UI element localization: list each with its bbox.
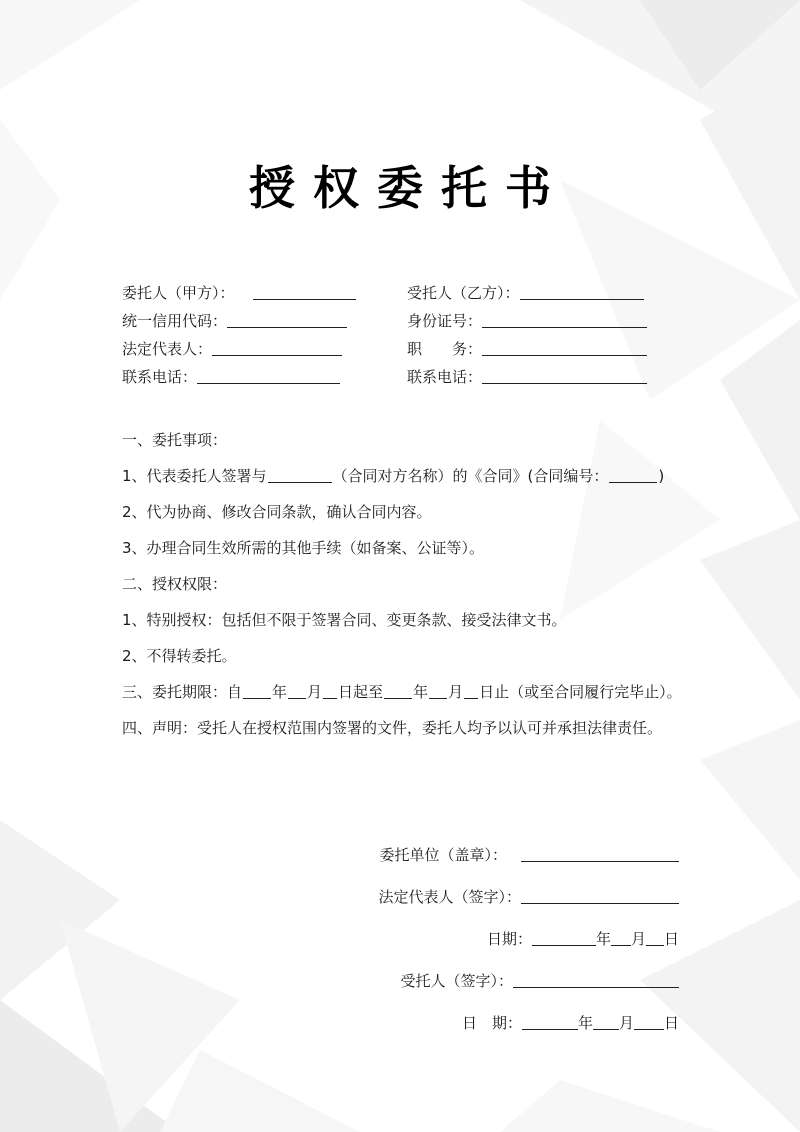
sign-legal-rep-label: 法定代表人（签字）： xyxy=(378,888,521,906)
start-month-suffix: 月 xyxy=(307,683,323,701)
date-1-year-blank[interactable] xyxy=(532,930,596,946)
end-year-blank[interactable] xyxy=(384,683,412,699)
sign-agent-row xyxy=(400,971,679,991)
legal-rep-blank[interactable] xyxy=(212,340,342,356)
legal-rep-label: 法定代表人： xyxy=(122,340,213,358)
end-year-suffix: 年 xyxy=(413,683,429,701)
start-year-suffix: 年 xyxy=(272,683,288,701)
id-number-label: 身份证号： xyxy=(407,312,483,330)
section-3-term xyxy=(122,682,682,702)
date-2-month-suffix: 月 xyxy=(618,1014,634,1032)
date-2-day-suffix: 日 xyxy=(663,1014,679,1032)
id-number-blank[interactable] xyxy=(482,312,647,328)
start-day-blank[interactable] xyxy=(323,683,337,699)
position-label: 职 务： xyxy=(407,340,483,358)
id-number-row xyxy=(407,311,647,331)
date-1-year-suffix: 年 xyxy=(595,930,611,948)
sign-date-1-row xyxy=(487,929,679,949)
section-2-heading: 二、授权权限： xyxy=(122,575,228,593)
date-2-label: 日 期： xyxy=(461,1014,522,1032)
date-1-day-suffix: 日 xyxy=(663,930,679,948)
date-2-day-blank[interactable] xyxy=(634,1014,664,1030)
sign-date-2-row xyxy=(462,1013,679,1033)
counterparty-blank[interactable] xyxy=(268,467,332,483)
party-a-blank[interactable] xyxy=(253,284,356,300)
item-1-text-b: （合同对方名称）的《合同》(合同编号： xyxy=(332,467,609,485)
section-1-heading: 一、委托事项： xyxy=(122,431,228,449)
section-2-item-1: 1、特别授权：包括但不限于签署合同、变更条款、接受法律文书。 xyxy=(122,611,567,629)
sign-agent-blank[interactable] xyxy=(513,972,679,988)
end-day-blank[interactable] xyxy=(464,683,478,699)
sign-legal-rep-row xyxy=(378,887,679,907)
party-b-phone-blank[interactable] xyxy=(482,368,647,384)
date-1-label: 日期： xyxy=(486,930,532,948)
section-1-item-2: 2、代为协商、修改合同条款，确认合同内容。 xyxy=(122,503,432,521)
sign-unit-label: 委托单位（盖章）： xyxy=(379,846,507,864)
item-1-text-c: ) xyxy=(658,467,665,485)
party-a-row xyxy=(122,283,356,303)
start-year-blank[interactable] xyxy=(243,683,271,699)
party-b-blank[interactable] xyxy=(520,284,644,300)
party-b-row xyxy=(407,283,644,303)
end-month-blank[interactable] xyxy=(429,683,447,699)
section-4-statement: 四、声明：受托人在授权范围内签署的文件，委托人均予以认可并承担法律责任。 xyxy=(122,719,663,737)
date-1-month-blank[interactable] xyxy=(611,930,631,946)
item-1-text-a: 1、代表委托人签署与 xyxy=(122,467,267,485)
party-a-phone-blank[interactable] xyxy=(197,368,340,384)
section-2-item-2: 2、不得转委托。 xyxy=(122,647,237,665)
date-2-year-suffix: 年 xyxy=(577,1014,593,1032)
end-day-suffix: 日止（或至合同履行完毕止）。 xyxy=(479,683,682,701)
party-a-phone-row xyxy=(122,367,340,387)
credit-code-label: 统一信用代码： xyxy=(122,312,228,330)
position-blank[interactable] xyxy=(482,340,647,356)
sign-agent-label: 受托人（签字）： xyxy=(400,972,513,990)
end-month-suffix: 月 xyxy=(448,683,464,701)
contract-number-blank[interactable] xyxy=(609,467,657,483)
term-label: 三、委托期限：自 xyxy=(122,683,243,701)
section-1-item-3: 3、办理合同生效所需的其他手续（如备案、公证等）。 xyxy=(122,539,485,557)
section-1-item-1 xyxy=(122,466,664,486)
legal-rep-row xyxy=(122,339,342,359)
document-title: 授权委托书 xyxy=(249,161,569,215)
date-2-year-blank[interactable] xyxy=(522,1014,578,1030)
date-1-day-blank[interactable] xyxy=(646,930,664,946)
party-a-phone-label: 联系电话： xyxy=(122,368,198,386)
credit-code-row xyxy=(122,311,347,331)
date-2-month-blank[interactable] xyxy=(593,1014,619,1030)
position-row xyxy=(407,339,647,359)
party-b-phone-label: 联系电话： xyxy=(407,368,483,386)
start-month-blank[interactable] xyxy=(288,683,306,699)
credit-code-blank[interactable] xyxy=(227,312,347,328)
sign-unit-blank[interactable] xyxy=(521,846,679,862)
date-1-month-suffix: 月 xyxy=(630,930,646,948)
start-day-suffix: 日起至 xyxy=(338,683,384,701)
sign-legal-rep-blank[interactable] xyxy=(521,888,679,904)
party-b-phone-row xyxy=(407,367,647,387)
party-b-label: 受托人（乙方）： xyxy=(407,284,520,302)
party-a-label: 委托人（甲方）： xyxy=(122,284,235,302)
sign-unit-row xyxy=(379,845,679,865)
